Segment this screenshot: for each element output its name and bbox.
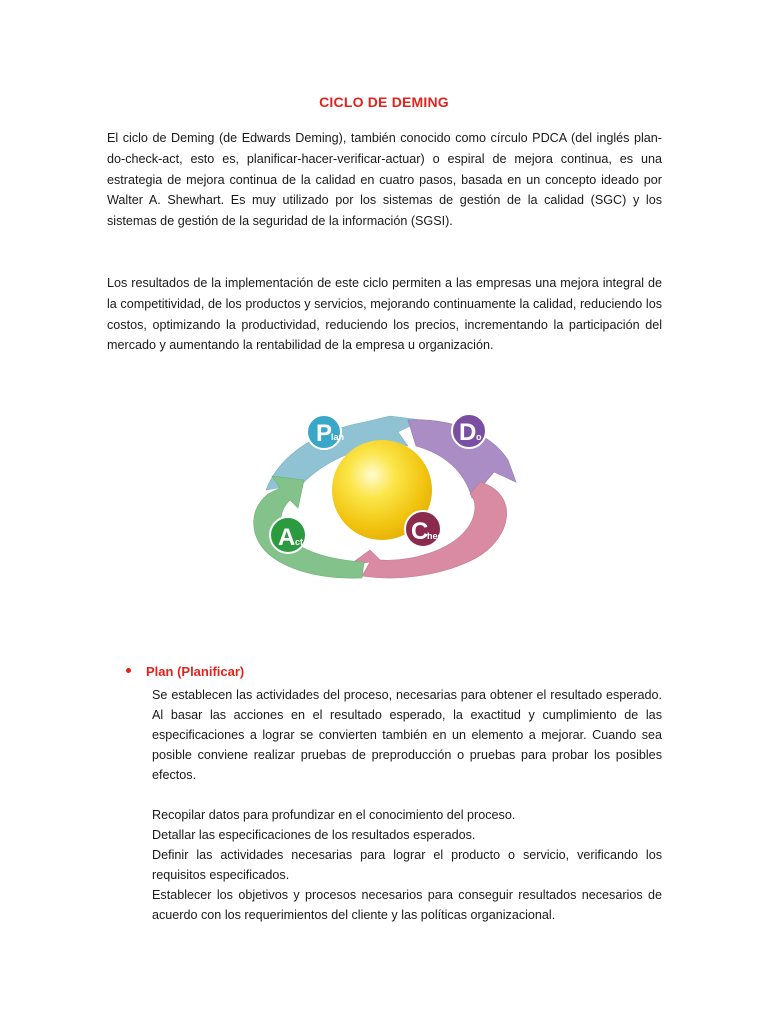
plan-intro: Se establecen las actividades del proceso, necesarias para obtener el resultado esperado. Al basar las acciones en el resultado esperado, la exactitud y cumplimiento de las especificaciones a lograr se convierten también en un elemento a mejorar. Cuando sea posible conviene realizar pruebas de preproducción o pruebas para probar los posibles efectos. <box>152 688 662 782</box>
results-paragraph: Los resultados de la implementación de este ciclo permiten a las empresas una mejora integral de la competitividad, de los productos y servicios, mejorando continuamente la calidad, reduciendo los costos, optimizando la productividad, reduciendo los precios, incrementando la participación del mercado y aumentando la rentabilidad de la empresa u organización. <box>107 276 662 353</box>
intro-paragraph: El ciclo de Deming (de Edwards Deming), también conocido como círculo PDCA (del inglés plan-do-check-act, esto es, planificar-hacer-verificar-actuar) o espiral de mejora continua, es una estrategia de mejora continua de la calidad en cuatro pasos, basada en un concepto ideado por Walter A. Shewhart. Es muy utilizado por los sistemas de gestión de la calidad (SGC) y los sistemas de gestión de la seguridad de la información (SGSI). <box>107 131 662 229</box>
plan-heading-text: Plan (Planificar) <box>146 664 245 679</box>
check-label <box>405 511 449 547</box>
check-rest: heck <box>427 531 448 541</box>
plan-section-heading <box>126 664 244 679</box>
do-label <box>452 414 486 448</box>
plan-rest: lan <box>331 432 345 442</box>
plan-step: Establecer los objetivos y procesos necesarios para conseguir resultados necesarios de acuerdo con los requerimientos del cliente y las políticas organizacional. <box>152 888 662 922</box>
plan-step: Detallar las especificaciones de los resultados esperados. <box>152 828 476 842</box>
act-letter: A <box>278 524 296 551</box>
check-letter: C <box>411 518 429 545</box>
page-title: CICLO DE DEMING <box>319 94 449 110</box>
plan-step: Recopilar datos para profundizar en el conocimiento del proceso. <box>152 808 516 822</box>
plan-step: Definir las actividades necesarias para lograr el producto o servicio, verificando los requisitos especificados. <box>152 848 662 882</box>
do-rest: o <box>476 432 482 442</box>
plan-steps-list <box>152 805 662 925</box>
plan-letter: P <box>316 420 333 447</box>
bullet-icon <box>126 668 131 673</box>
do-letter: D <box>459 419 477 446</box>
pdca-cycle-diagram <box>240 398 530 598</box>
act-rest: ct <box>295 537 304 547</box>
act-label <box>270 517 306 553</box>
